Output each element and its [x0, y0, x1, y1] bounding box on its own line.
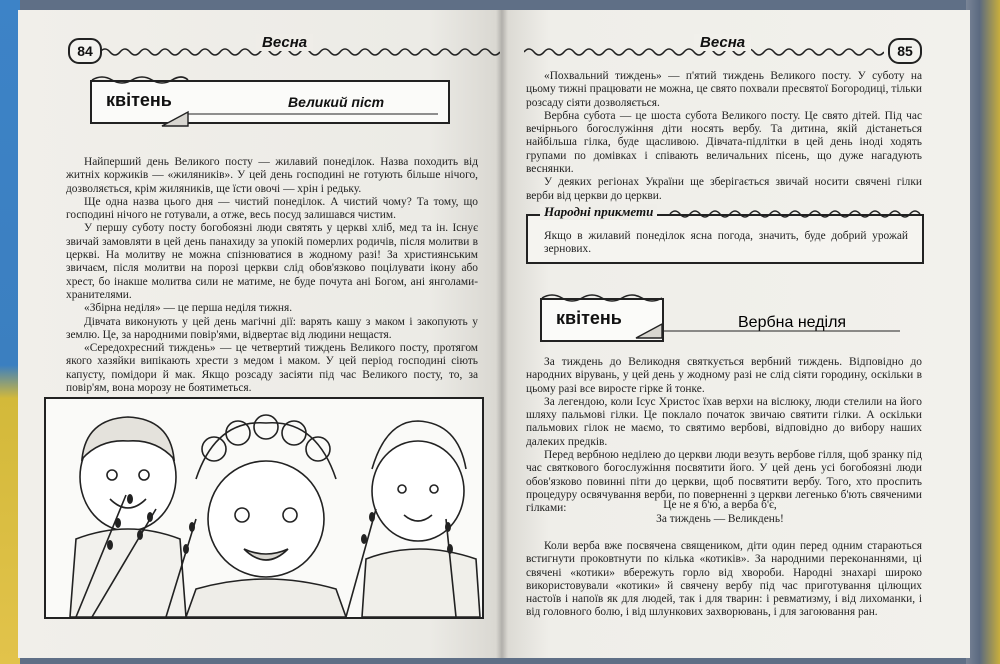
paragraph: Найперший день Великого посту — жилавий понеділок. Назва походить від житніх коржиків — «жиляників». У цей день господині не готують більше нічого, дозволяється, крім жиляників, ще їсти овочі — хрін і редьку.: [66, 156, 478, 195]
paragraph: «Похвальний тиждень» — п'ятий тиждень Великого посту. У суботу на цьому тижні працювати не можна, це свято похвали пресвятої Богородиці, тільки розсаду сіяти дозволяється.: [526, 70, 922, 109]
left-body-text: [66, 156, 478, 395]
children-with-pussy-willow-illustration: [44, 397, 484, 619]
folk-signs-paragraph: Якщо в жилавий понеділок ясна погода, значить, буде добрий урожай зернових.: [544, 230, 908, 256]
banner-month-right: квітень: [556, 308, 622, 328]
paragraph: Дівчата виконують у цей день магічні дії: варять кашу з маком і закопують у землю. Це, за народними повір'ями, відвертає від людини нещастя.: [66, 315, 478, 341]
right-body-text-bottom: [526, 540, 922, 620]
poem-line: Це не я б'ю, а верба б'є,: [663, 499, 777, 511]
poem-block: [600, 498, 840, 526]
right-body-text-middle: [526, 356, 922, 516]
paragraph: Коли верба вже посвячена священиком, діти один перед одним стараються встигнути проковтнути по кілька «котиків». За народними переконаннями, ці свячені «котики» вбережуть горло від хвороби. Народні знахарі широко використовували «котики» й свячену вербу під час приготування цілющих настоїв і напоїв як для людей, так і для тварин: і ревматизму, і від лихоманки, і від головного болю, і від шлункових захворювань, і для загоювання ран.: [526, 540, 922, 619]
illustration-drawing: [46, 399, 482, 617]
page-number-left: 84: [68, 38, 102, 64]
paragraph: За легендою, коли Ісус Христос їхав верхи на віслюку, люди стелили на його шляху пальмові гілки. Це поклало початок звичаю святити гілки. А оскільки пальмових гілок не маємо, то святимо вербові, відповідно до вибору наших далеких предків.: [526, 395, 922, 448]
right-body-text-top: [526, 70, 922, 203]
paragraph: «Збірна неділя» — це перша неділя тижня.: [84, 302, 293, 315]
tag-curl-left: [90, 72, 190, 132]
paragraph: За тиждень до Великодня святкується вербний тиждень. Відповідно до народних вірувань, у цей день у жодному разі не слід сіяти городину, оскільки в цьому разі все виросте гірке й тонке.: [526, 356, 922, 395]
folk-signs-heading: Народні прикмети: [540, 204, 657, 220]
running-title-right: Весна: [694, 34, 751, 51]
banner-underline-right: [664, 329, 900, 333]
paragraph: Вербна субота — це шоста субота Великого посту. Це свято дітей. Під час вечірнього богослужіння діти носять вербу. Та дитина, якій дістанеться найбільша гілка, буде щасливою. Дівчата-підлітки в цей день іноді ходять групами по домівках і співають величальних пісень, що дуже нагадують веснянки.: [526, 109, 922, 176]
paragraph: У деяких регіонах України ще зберігається звичай носити свячені гілки верби від церкви до церкви.: [526, 176, 922, 202]
book-gutter: [496, 10, 508, 658]
page-number-right: 85: [888, 38, 922, 64]
banner-underline-left: [188, 112, 438, 116]
tag-curl-right: [540, 290, 664, 342]
desk-background-left: [0, 0, 20, 664]
paragraph: Перед вербною неділею до церкви люди везуть вербове гілля, щоб зранку під час святкового богослужіння посвятити його. У цей день усі богобоязні люди обов'язково повинні піти до церкви, щоб посвятити вербу. Того, хто проспить процедуру освячування верби, по поверненні з церкви легенько б'ють свяченими гілками:: [526, 449, 922, 515]
banner-title-left: Великий піст: [288, 94, 385, 110]
paragraph: Ще одна назва цього дня — чистий понеділок. А чистий чому? Та тому, що господині нічого не готували, а отже, весь посуд залишався чистим.: [66, 195, 478, 222]
poem-line: За тиждень — Великдень!: [656, 513, 784, 525]
running-title-left: Весна: [256, 34, 313, 51]
banner-title-right: Вербна неділя: [738, 314, 847, 331]
banner-month-left: квітень: [106, 90, 172, 110]
folk-signs-text: [544, 230, 908, 257]
paragraph: У першу суботу посту богобоязні люди святять у церкві хліб, мед та ін. Існує звичай замовляти в цей день панахиду за упокій померлих родичів, після молитви в церкві. На молитву не можна спізнюватися в жодному разі! За християнським звичаєм, після молитви на порозі церкви слід обов'язково поцілувати ікону або хрест, бо інакше молитва сили не матиме, не буде почута ані Богом, ані янголами-хранителями.: [66, 222, 478, 301]
desk-background-right: [966, 0, 1000, 664]
paragraph: «Середохресний тиждень» — це четвертий тиждень Великого посту, протягом якого хазяйки випікають хрести з медом і маком. У цей період господині сіють капусту, помідори й мак. Якщо розсаду засіяти під час Великого посту, то, за повір'ям, вона морозу не боятиметься.: [66, 342, 478, 395]
